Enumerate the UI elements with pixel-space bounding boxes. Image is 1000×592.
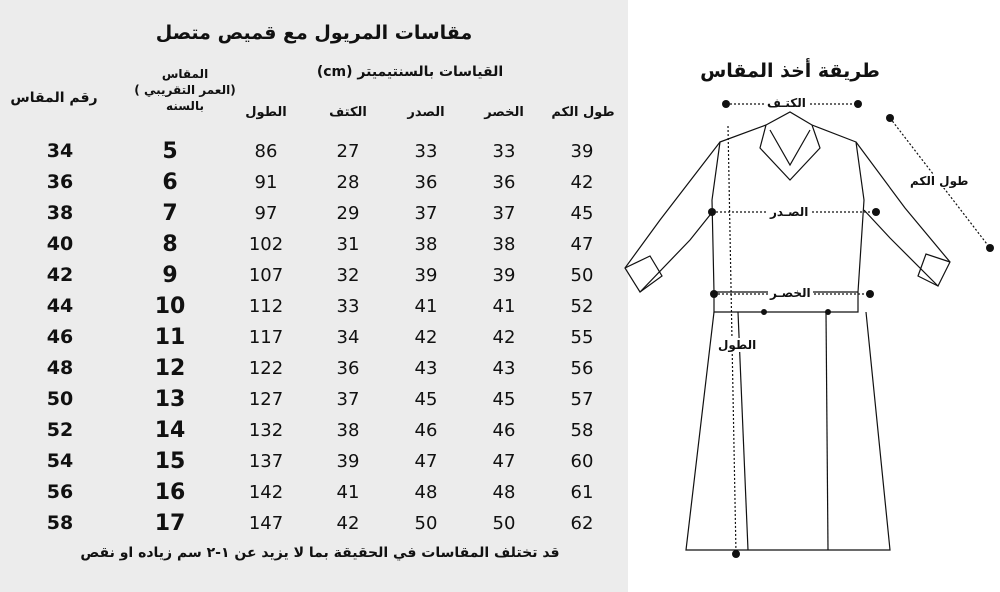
- cell-size: 48: [46, 357, 74, 379]
- measurements-header: القياسات بالسنتيميتر (cm): [316, 64, 504, 80]
- cell-sleeve: 39: [570, 141, 594, 162]
- table-row: [0, 198, 628, 229]
- header-age-line3: بالسنه: [166, 99, 204, 113]
- cell-chest: 43: [414, 358, 438, 379]
- cell-waist: 45: [492, 389, 516, 410]
- cell-sleeve: 61: [570, 482, 594, 503]
- cell-waist: 48: [492, 482, 516, 503]
- cell-length: 112: [248, 296, 284, 317]
- dot: [732, 550, 740, 558]
- cell-sleeve: 56: [570, 358, 594, 379]
- cell-age: 13: [154, 387, 186, 412]
- cell-waist: 37: [492, 203, 516, 224]
- cell-size: 56: [46, 481, 74, 503]
- cell-chest: 47: [414, 451, 438, 472]
- cell-chest: 37: [414, 203, 438, 224]
- cell-sleeve: 52: [570, 296, 594, 317]
- header-size-number: رقم المقاس: [10, 90, 98, 106]
- cell-size: 40: [46, 233, 74, 255]
- cell-chest: 48: [414, 482, 438, 503]
- cell-waist: 39: [492, 265, 516, 286]
- cell-shoulder: 37: [336, 389, 360, 410]
- label-shoulder: الكتـف: [767, 96, 806, 110]
- header-age-line2: (العمر التقريبي ): [134, 83, 236, 97]
- cell-age: 11: [154, 325, 186, 350]
- garment-left-sleeve: [625, 142, 720, 292]
- cell-chest: 46: [414, 420, 438, 441]
- cell-waist: 47: [492, 451, 516, 472]
- cell-length: 107: [248, 265, 284, 286]
- header-shoulder: الكتف: [329, 105, 367, 120]
- table-row: [0, 353, 628, 384]
- cell-age: 14: [154, 418, 186, 443]
- table-row: [0, 291, 628, 322]
- header-length: الطول: [245, 105, 287, 120]
- cell-shoulder: 32: [336, 265, 360, 286]
- cell-age: 12: [154, 356, 186, 381]
- cell-size: 38: [46, 202, 74, 224]
- cell-length: 117: [248, 327, 284, 348]
- cell-sleeve: 57: [570, 389, 594, 410]
- cell-age: 9: [162, 263, 178, 288]
- label-sleeve: طول الكم: [910, 174, 969, 188]
- table-title: مقاسات المريول مع قميص متصل: [155, 22, 473, 44]
- cell-waist: 41: [492, 296, 516, 317]
- table-row: [0, 477, 628, 508]
- table-row: [0, 415, 628, 446]
- cell-waist: 38: [492, 234, 516, 255]
- cell-shoulder: 28: [336, 172, 360, 193]
- dot: [825, 309, 831, 315]
- dot: [866, 290, 874, 298]
- cell-size: 58: [46, 512, 74, 534]
- cell-size: 54: [46, 450, 74, 472]
- cell-length: 137: [248, 451, 284, 472]
- cell-shoulder: 27: [336, 141, 360, 162]
- cell-shoulder: 31: [336, 234, 360, 255]
- cell-sleeve: 60: [570, 451, 594, 472]
- cell-size: 42: [46, 264, 74, 286]
- cell-waist: 36: [492, 172, 516, 193]
- cell-chest: 38: [414, 234, 438, 255]
- cell-size: 46: [46, 326, 74, 348]
- cell-age: 7: [162, 201, 178, 226]
- garment-diagram: [620, 80, 1000, 570]
- cell-sleeve: 62: [570, 513, 594, 534]
- cell-age: 10: [154, 294, 186, 319]
- cell-age: 6: [162, 170, 178, 195]
- cell-length: 97: [254, 203, 278, 224]
- cell-sleeve: 58: [570, 420, 594, 441]
- header-sleeve: طول الكم: [551, 105, 615, 120]
- cell-length: 86: [254, 141, 278, 162]
- cell-length: 102: [248, 234, 284, 255]
- measure-dots: [708, 100, 994, 558]
- cell-length: 127: [248, 389, 284, 410]
- cell-sleeve: 50: [570, 265, 594, 286]
- cell-chest: 36: [414, 172, 438, 193]
- diagram-title: طريقة أخذ المقاس: [700, 60, 880, 82]
- cell-shoulder: 33: [336, 296, 360, 317]
- cell-shoulder: 36: [336, 358, 360, 379]
- garment-collar-fold: [770, 130, 810, 165]
- cell-chest: 33: [414, 141, 438, 162]
- cell-size: 44: [46, 295, 74, 317]
- cell-age: 15: [154, 449, 186, 474]
- dot: [854, 100, 862, 108]
- cell-length: 147: [248, 513, 284, 534]
- cell-shoulder: 29: [336, 203, 360, 224]
- dot: [872, 208, 880, 216]
- label-chest: الصـدر: [770, 205, 809, 219]
- cell-length: 142: [248, 482, 284, 503]
- cell-size: 34: [46, 140, 74, 162]
- cell-length: 122: [248, 358, 284, 379]
- garment-right-sleeve: [856, 142, 950, 286]
- cell-size: 50: [46, 388, 74, 410]
- dot: [761, 309, 767, 315]
- header-waist: الخصر: [484, 105, 524, 120]
- table-row: [0, 167, 628, 198]
- cell-chest: 39: [414, 265, 438, 286]
- cell-sleeve: 47: [570, 234, 594, 255]
- cell-age: 16: [154, 480, 186, 505]
- dot: [722, 100, 730, 108]
- cell-shoulder: 38: [336, 420, 360, 441]
- size-tolerance-note: قد تختلف المقاسات في الحقيقة بما لا يزيد عن ١-٢ سم زياده او نقص: [80, 545, 560, 561]
- cell-age: 5: [162, 139, 178, 164]
- cell-length: 91: [254, 172, 278, 193]
- cell-sleeve: 42: [570, 172, 594, 193]
- cell-waist: 43: [492, 358, 516, 379]
- cell-size: 52: [46, 419, 74, 441]
- dot: [986, 244, 994, 252]
- dot: [710, 290, 718, 298]
- table-row: [0, 446, 628, 477]
- header-age-line1: المقاس: [161, 67, 209, 81]
- table-row: [0, 508, 628, 539]
- garment-collar: [760, 112, 820, 180]
- cell-age: 8: [162, 232, 178, 257]
- garment-skirt-pleat-right: [826, 312, 828, 550]
- cell-chest: 41: [414, 296, 438, 317]
- table-row: [0, 229, 628, 260]
- cell-shoulder: 34: [336, 327, 360, 348]
- dot: [708, 208, 716, 216]
- table-row: [0, 322, 628, 353]
- cell-sleeve: 55: [570, 327, 594, 348]
- cell-chest: 45: [414, 389, 438, 410]
- header-age: [120, 66, 250, 114]
- cell-chest: 42: [414, 327, 438, 348]
- cell-shoulder: 41: [336, 482, 360, 503]
- label-waist: الخصـر: [770, 286, 811, 300]
- cell-size: 36: [46, 171, 74, 193]
- cell-waist: 50: [492, 513, 516, 534]
- table-row: [0, 384, 628, 415]
- cell-shoulder: 42: [336, 513, 360, 534]
- cell-age: 17: [154, 511, 186, 536]
- dot: [886, 114, 894, 122]
- cell-chest: 50: [414, 513, 438, 534]
- header-chest: الصدر: [407, 105, 445, 120]
- cell-waist: 33: [492, 141, 516, 162]
- cell-sleeve: 45: [570, 203, 594, 224]
- label-length: الطول: [718, 338, 757, 352]
- table-row: [0, 136, 628, 167]
- table-row: [0, 260, 628, 291]
- cell-length: 132: [248, 420, 284, 441]
- cell-waist: 46: [492, 420, 516, 441]
- cell-waist: 42: [492, 327, 516, 348]
- cell-shoulder: 39: [336, 451, 360, 472]
